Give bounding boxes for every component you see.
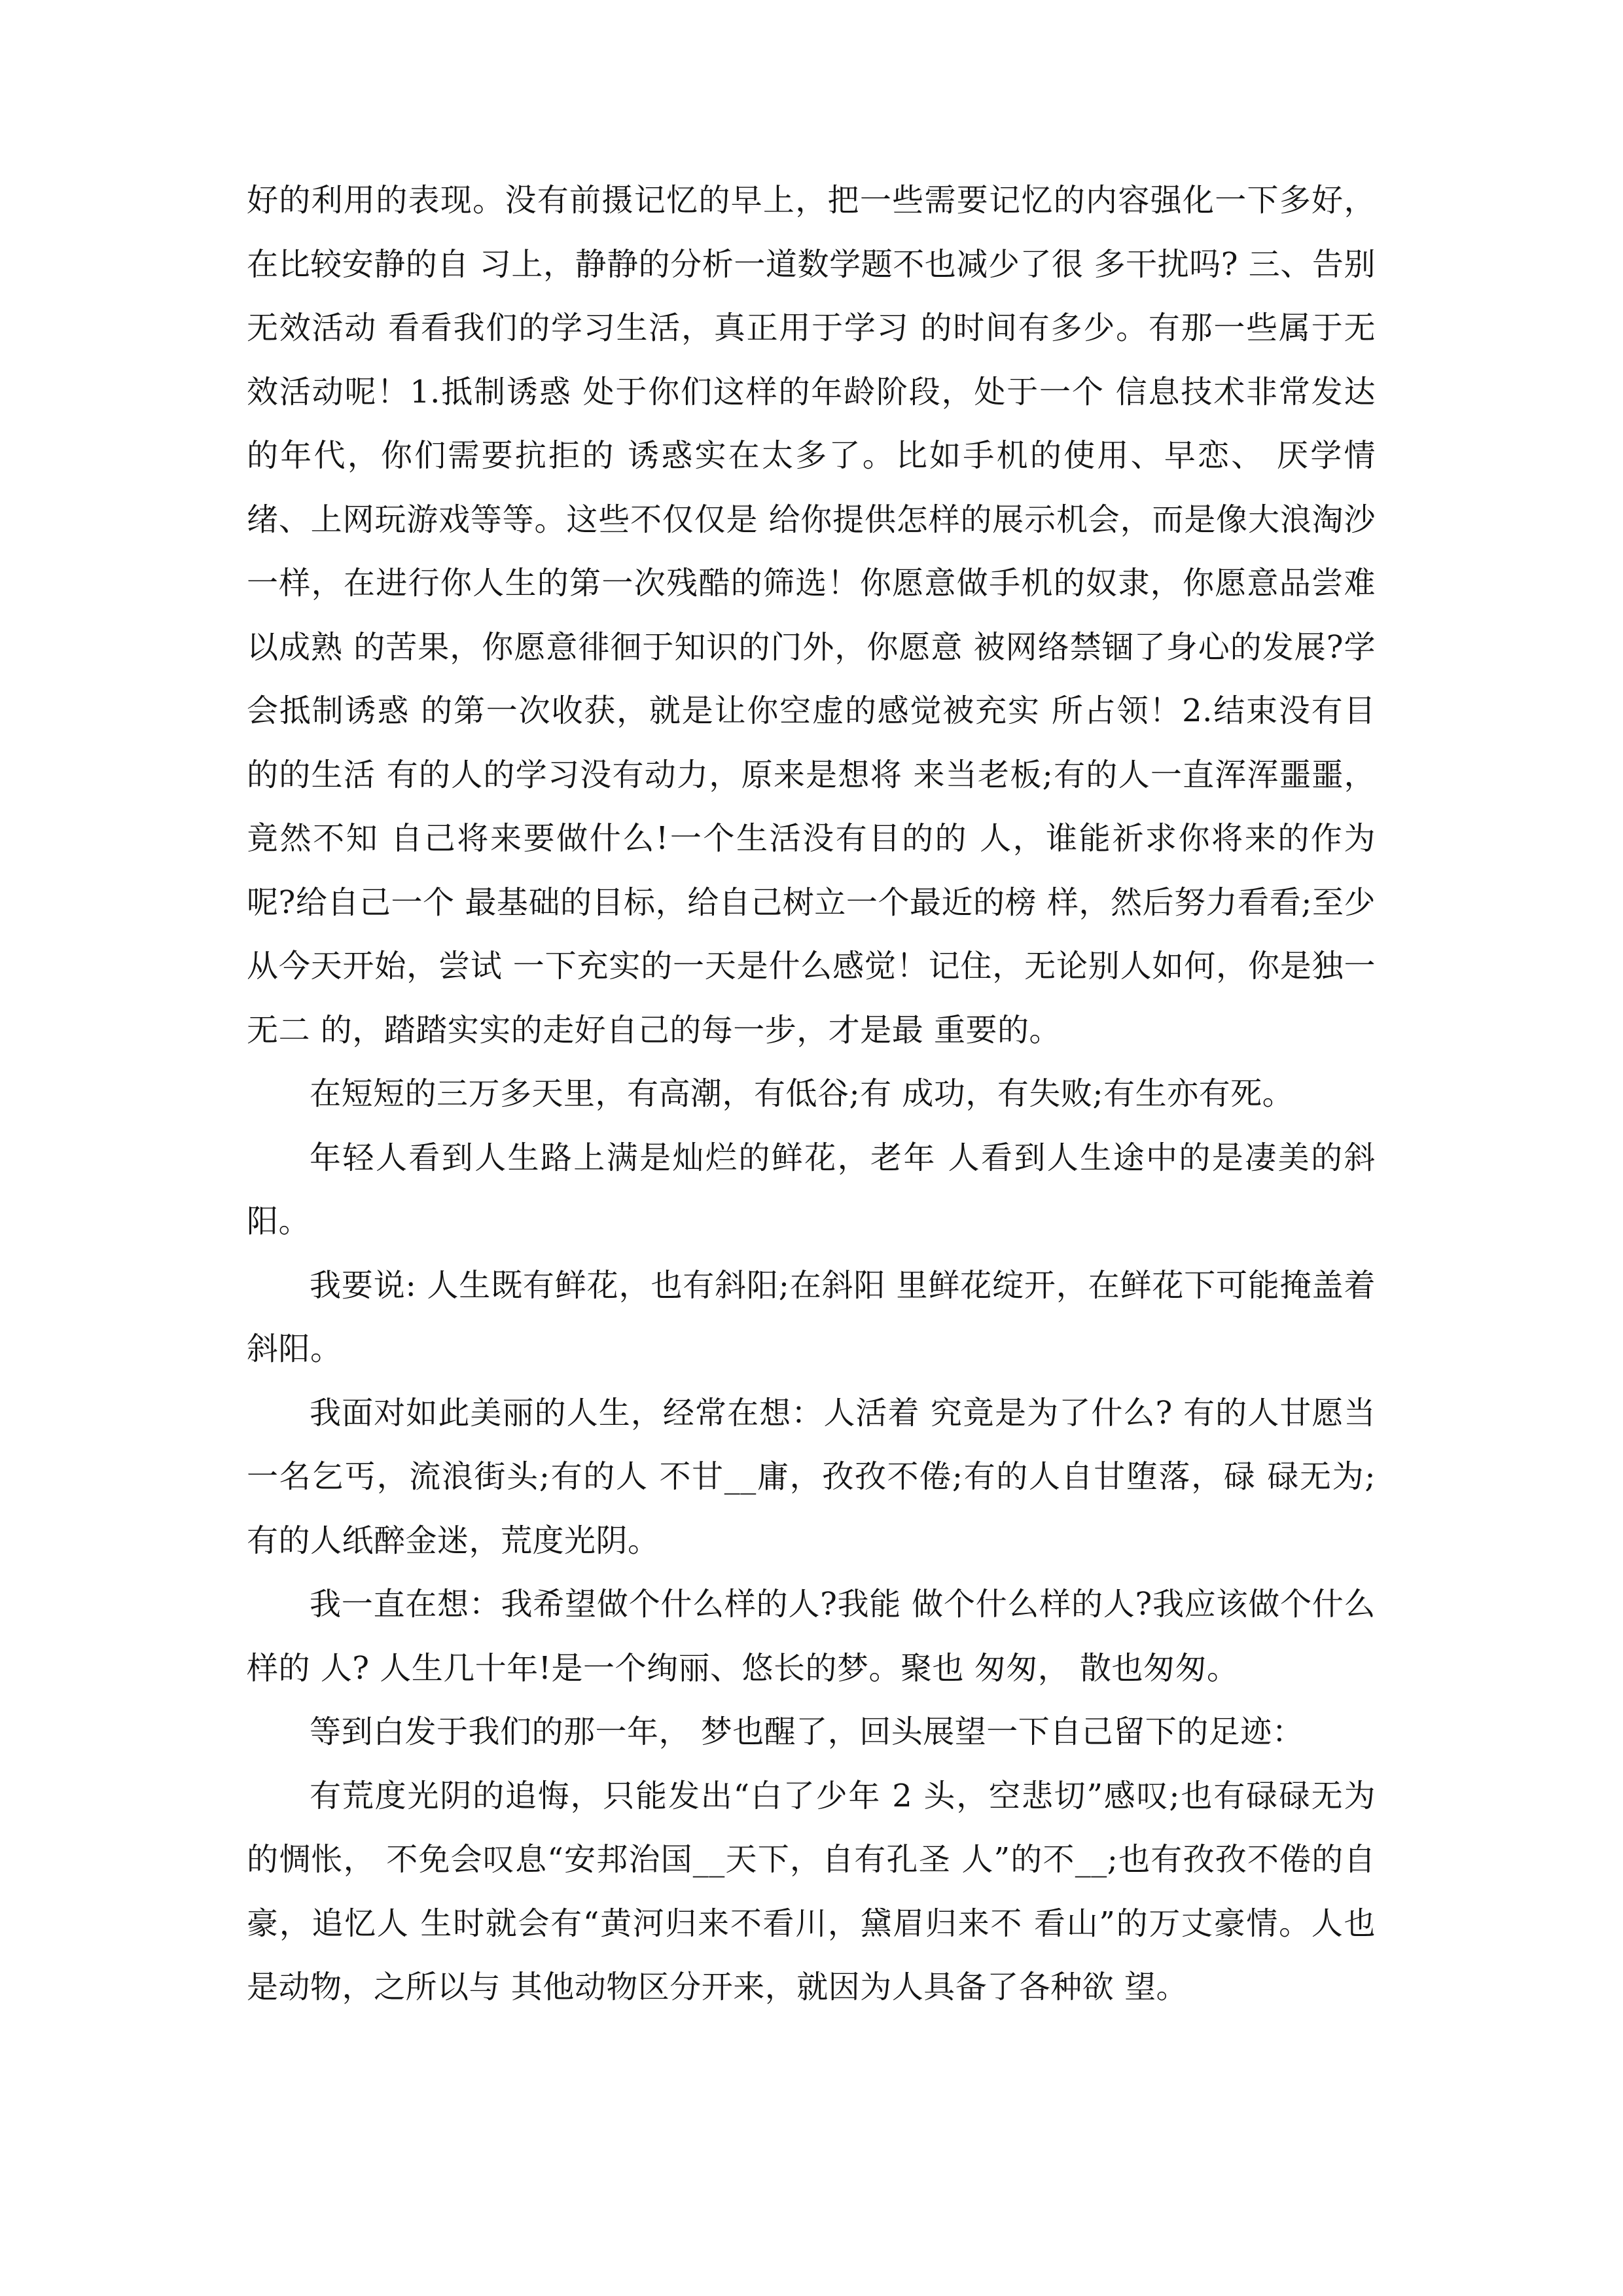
paragraph-1: 好的利用的表现。没有前摄记忆的早上，把一些需要记忆的内容强化一下多好，在比较安静的自 习上，静静的分析一道数学题不也减少了很 多干扰吗? 三、告别无效活动 看看我们的学习生活，真正用于学习 的时间有多少。有那一些属于无效活动呢！1.抵制诱惑 处于你们这样的年龄阶段，处于一个 信息技术非常发达的年代，你们需要抗拒的 诱惑实在太多了。比如手机的使用、早恋、 厌学情绪、上网玩游戏等等。这些不仅仅是 给你提供怎样的展示机会，而是像大浪淘沙 一样，在进行你人生的第一次残酷的筛选！你愿意做手机的奴隶，你愿意品尝难以成熟 的苦果，你愿意徘徊于知识的门外，你愿意 被网络禁锢了身心的发展?学会抵制诱惑 的第一次收获，就是让你空虚的感觉被充实 所占领！2.结束没有目的的生活 有的人的学习没有动力，原来是想将 来当老板;有的人一直浑浑噩噩，竟然不知 自己将来要做什么!一个生活没有目的的 人，谁能祈求你将来的作为呢?给自己一个 最基础的目标，给自己树立一个最近的榜 样，然后努力看看;至少从今天开始，尝试 一下充实的一天是什么感觉！记住，无论别人如何，你是独一无二 的，踏踏实实的走好自己的每一步，才是最 重要的。 [247,182,1376,1049]
paragraph-3: 年轻人看到人生路上满是灿烂的鲜花，老年 人看到人生途中的是凄美的斜阳。 [247,1139,1376,1240]
paragraph-4: 我要说: 人生既有鲜花，也有斜阳;在斜阳 里鲜花绽开，在鲜花下可能掩盖着斜阳。 [247,1266,1376,1367]
paragraph-2: 在短短的三万多天里，有高潮，有低谷;有 成功，有失败;有生亦有死。 [310,1075,1294,1112]
paragraph-6: 我一直在想：我希望做个什么样的人?我能 做个什么样的人?我应该做个什么样的 人? 人生几十年!是一个绚丽、悠长的梦。聚也 匆匆， 散也匆匆。 [247,1586,1376,1687]
paragraph-5: 我面对如此美丽的人生，经常在想：人活着 究竟是为了什么? 有的人甘愿当一名乞丐，流浪街头;有的人 不甘__庸，孜孜不倦;有的人自甘堕落，碌 碌无为;有的人纸醉金迷，荒度光阴。 [247,1394,1376,1559]
document-body [247,169,1376,2020]
paragraph-7: 等到白发于我们的那一年， 梦也醒了，回头展望一下自己留下的足迹： [310,1713,1304,1750]
paragraph-8: 有荒度光阴的追悔，只能发出“白了少年 2 头，空悲切”感叹;也有碌碌无为的惆怅， 不免会叹息“安邦治国__天下，自有孔圣 人”的不__;也有孜孜不倦的自豪，追忆人 生时就会有“黄河归来不看川，黛眉归来不 看山”的万丈豪情。人也是动物，之所以与 其他动物区分开来，就因为人具备了各种欲 望。 [247,1777,1376,2005]
